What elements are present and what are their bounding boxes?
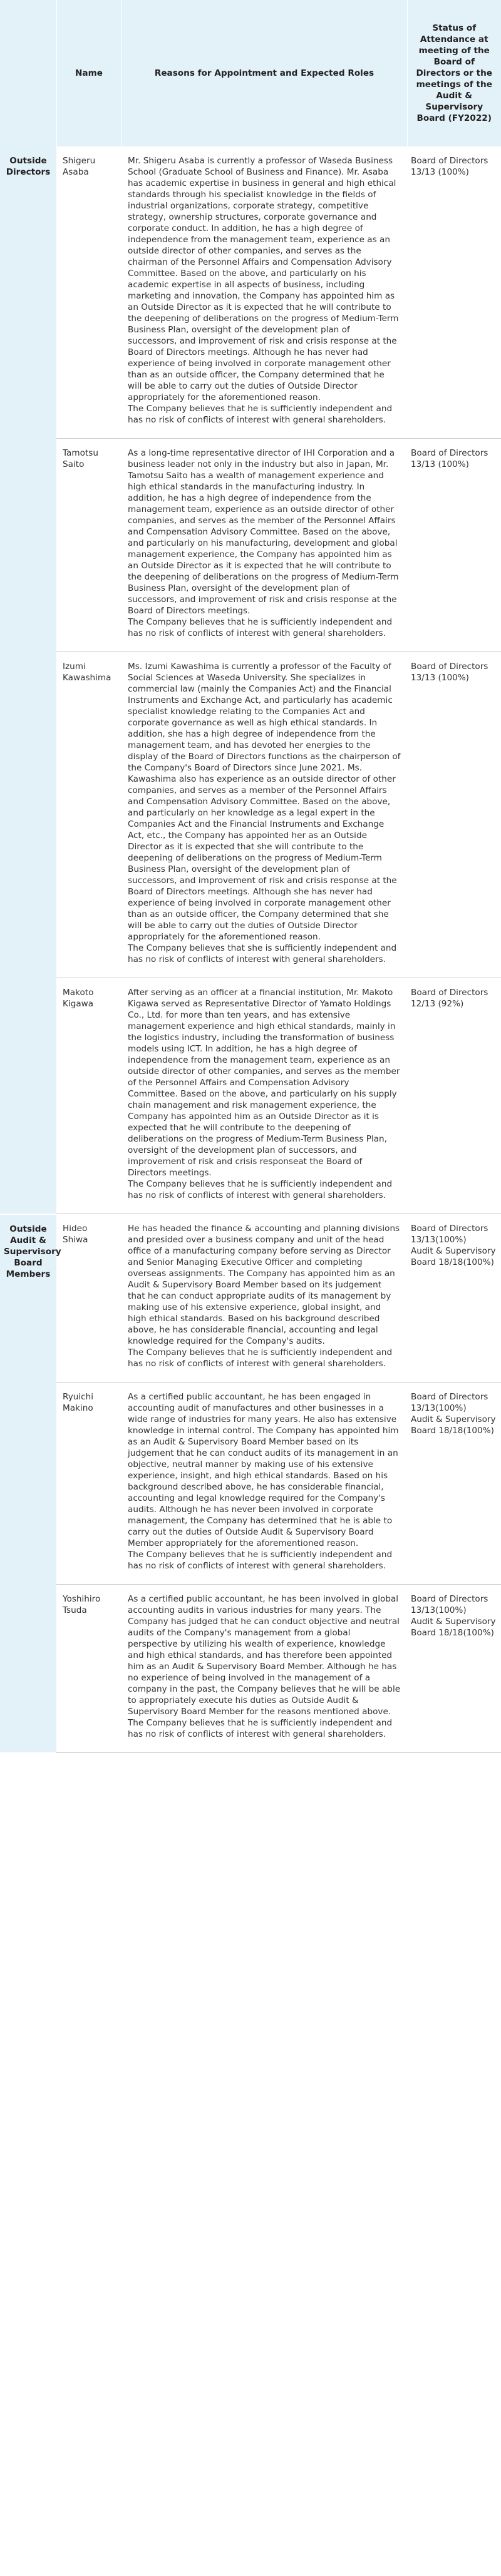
attendance-status: Board of Directors 13/13 (100%) xyxy=(407,439,501,652)
header-category xyxy=(0,0,56,146)
officer-name: Izumi Kawashima xyxy=(56,652,121,978)
appointment-reason: As a certified public accountant, he has been involved in global accounting audits in various industries for many years. The Company has judged that he can conduct objective and neutral audits of the Company's management from a global perspective by utilizing his wealth of experience, knowledge and high ethical standards, and has therefore been appointed him as an Audit & Supervisory Board Member. Although he has no experience of being involved in the management of a company in the past, the Company believes that he will be able to appropriately execute his duties as Outside Audit & Supervisory Board Member for the reasons mentioned above. The Company believes that he is sufficiently independent and has no risk of conflicts of interest with general shareholders. xyxy=(121,1585,407,1753)
attendance-status: Board of Directors 13/13(100%) Audit & Supervisory Board 18/18(100%) xyxy=(407,1214,501,1383)
header-reasons: Reasons for Appointment and Expected Roles xyxy=(121,0,407,146)
appointment-reason: As a long-time representative director of IHI Corporation and a business leader not only in the industry but also in Japan, Mr. Tamotsu Saito has a wealth of management experience and high ethical standards in the manufacturing industry. In addition, he has a high degree of independence from the management team, experience as an outside director of other companies, and serves as the member of the Personnel Affairs and Compensation Advisory Committee. Based on the above, and particularly on his manufacturing, development and global management experience, the Company has appointed him as an Outside Director as it is expected that he will contribute to the deepening of deliberations on the progress of Medium-Term Business Plan, oversight of the development plan of successors, and improvement of risk and crisis response at the Board of Directors meetings. The Company believes that he is sufficiently independent and has no risk of conflicts of interest with general shareholders. xyxy=(121,439,407,652)
table-row xyxy=(0,1214,501,1383)
attendance-status: Board of Directors 13/13 (100%) xyxy=(407,652,501,978)
officer-name: Ryuichi Makino xyxy=(56,1383,121,1585)
officer-name: Makoto Kigawa xyxy=(56,978,121,1214)
officer-name: Tamotsu Saito xyxy=(56,439,121,652)
appointment-reason: After serving as an officer at a financial institution, Mr. Makoto Kigawa served as Representative Director of Yamato Holdings Co., Ltd. for more than ten years, and has extensive management experience and high ethical standards, mainly in the logistics industry, including the transformation of business models using ICT. In addition, he has a high degree of independence from the management team, experience as an outside director of other companies, and serves as the member of the Personnel Affairs and Compensation Advisory Committee. Based on the above, and particularly on his supply chain management and risk management experience, the Company has appointed him as an Outside Director as it is expected that he will contribute to the deepening of deliberations on the progress of Medium-Term Business Plan, oversight of the development plan of successors, and improvement of risk and crisis responseat the Board of Directors meetings. The Company believes that he is sufficiently independent and has no risk of conflicts of interest with general shareholders. xyxy=(121,978,407,1214)
table-row xyxy=(0,1383,501,1585)
attendance-status: Board of Directors 13/13(100%) Audit & Supervisory Board 18/18(100%) xyxy=(407,1383,501,1585)
table-row xyxy=(0,652,501,978)
category-outside-audit-board-members: Outside Audit & Supervisory Board Members xyxy=(0,1214,56,1753)
attendance-status: Board of Directors 12/13 (92%) xyxy=(407,978,501,1214)
attendance-status: Board of Directors 13/13(100%) Audit & Supervisory Board 18/18(100%) xyxy=(407,1585,501,1753)
table-row xyxy=(0,978,501,1214)
appointment-reason: He has headed the finance & accounting and planning divisions and presided over a business company and unit of the head office of a manufacturing company before serving as Director and Senior Managing Executive Officer and completing overseas assignments. The Company has appointed him as an Audit & Supervisory Board Member based on its judgement that he can conduct appropriate audits of its management by making use of his extensive experience, global insight, and high ethical standards. Based on his background described above, he has considerable financial, accounting and legal knowledge required for the Company's audits. The Company believes that he is sufficiently independent and has no risk of conflicts of interest with general shareholders. xyxy=(121,1214,407,1383)
header-name: Name xyxy=(56,0,121,146)
category-outside-directors: Outside Directors xyxy=(0,146,56,1214)
table-row xyxy=(0,146,501,439)
header-attendance: Status of Attendance at meeting of the Board of Directors or the meetings of the Audit & Supervisory Board (FY2022) xyxy=(407,0,501,146)
appointment-reason: Ms. Izumi Kawashima is currently a professor of the Faculty of Social Sciences at Waseda University. She specializes in commercial law (mainly the Companies Act) and the Financial Instruments and Exchange Act, and particularly has academic specialist knowledge relating to the Companies Act and corporate governance as well as high ethical standards. In addition, she has a high degree of independence from the management team, and has devoted her energies to the display of the Board of Directors functions as the chairperson of the Company's Board of Directors since June 2021. Ms. Kawashima also has experience as an outside director of other companies, and serves as a member of the Personnel Affairs and Compensation Advisory Committee. Based on the above, and particularly on her knowledge as a legal expert in the Companies Act and the Financial Instruments and Exchange Act, etc., the Company has appointed her as an Outside Director as it is expected that she will contribute to the deepening of deliberations on the progress of Medium-Term Business Plan, oversight of the development plan of successors, and improvement of risk and crisis response at the Board of Directors meetings. Although she has never had experience of being involved in corporate management other than as an outside officer, the Company determined that she will be able to carry out the duties of Outside Director appropriately for the aforementioned reason. The Company believes that she is sufficiently independent and has no risk of conflicts of interest with general shareholders. xyxy=(121,652,407,978)
table-row xyxy=(0,1585,501,1753)
table-row xyxy=(0,439,501,652)
officer-name: Hideo Shiwa xyxy=(56,1214,121,1383)
officer-name: Yoshihiro Tsuda xyxy=(56,1585,121,1753)
appointment-reason: As a certified public accountant, he has been engaged in accounting audit of manufactures and other businesses in a wide range of industries for many years. He also has extensive knowledge in internal control. The Company has appointed him as an Audit & Supervisory Board Member based on its judgement that he can conduct audits of its management in an objective, neutral manner by making use of his extensive experience, insight, and high ethical standards. Based on his background described above, he has considerable financial, accounting and legal knowledge required for the Company's audits. Although he has never been involved in corporate management, the Company has determined that he is able to carry out the duties of Outside Audit & Supervisory Board Member appropriately for the aforementioned reason. The Company believes that he is sufficiently independent and has no risk of conflicts of interest with general shareholders. xyxy=(121,1383,407,1585)
officer-name: Shigeru Asaba xyxy=(56,146,121,439)
table-header-row xyxy=(0,0,501,146)
appointment-reason: Mr. Shigeru Asaba is currently a professor of Waseda Business School (Graduate School of Business and Finance). Mr. Asaba has academic expertise in business in general and high ethical standards through his specialist knowledge in the fields of industrial organizations, corporate strategy, competitive strategy, ownership structures, corporate governance and corporate conduct. In addition, he has a high degree of independence from the management team, experience as an outside director of other companies, and serves as the chairman of the Personnel Affairs and Compensation Advisory Committee. Based on the above, and particularly on his academic expertise in all aspects of business, including marketing and innovation, the Company has appointed him as an Outside Director as it is expected that he will contribute to the deepening of deliberations on the progress of Medium-Term Business Plan, oversight of the development plan of successors, and improvement of risk and crisis response at the Board of Directors meetings. Although he has never had experience of being involved in corporate management other than as an outside officer, the Company determined that he will be able to carry out the duties of Outside Director appropriately for the aforementioned reason. The Company believes that he is sufficiently independent and has no risk of conflicts of interest with general shareholders. xyxy=(121,146,407,439)
attendance-status: Board of Directors 13/13 (100%) xyxy=(407,146,501,439)
